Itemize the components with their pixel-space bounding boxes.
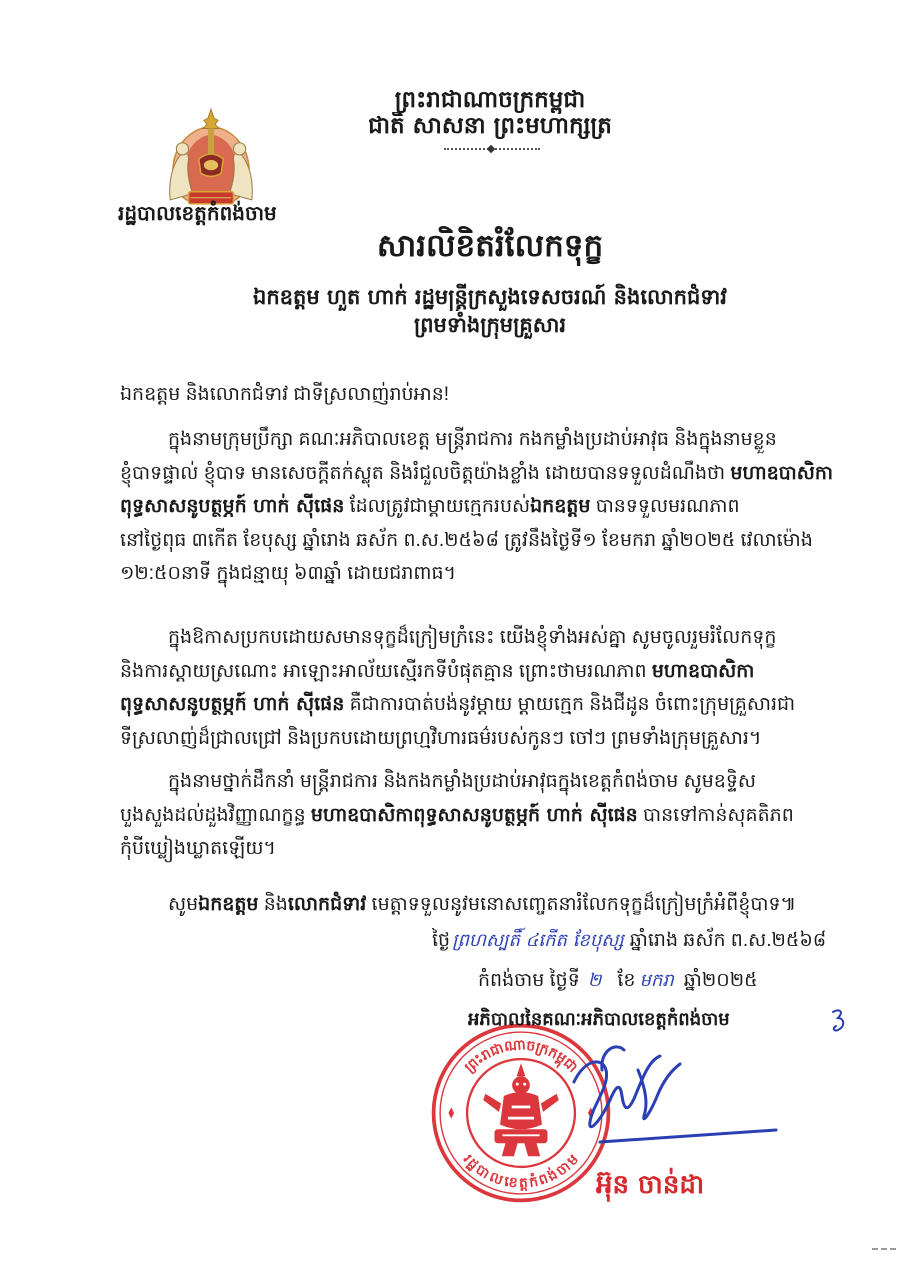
body-text: និងការស្តាយស្រណោះ អាឡោះអាល័យស្មើរកទីបំផុតគ្មាន ព្រោះថាមរណភាព [120, 660, 652, 682]
body-line [120, 832, 840, 866]
body-text: បានទៅកាន់សុគតិភព [637, 804, 794, 826]
emphasized-text: ឯកឧត្តម [530, 495, 591, 518]
body-line [120, 524, 840, 558]
lunar-day-label: ថ្ងៃ [432, 930, 451, 951]
recipient-family-line: ព្រមទាំងក្រុមគ្រួសារ [413, 313, 567, 337]
body-line [120, 655, 840, 689]
kingdom-heading: ព្រះរាជាណាចក្រកម្ពុជា [394, 87, 586, 113]
year: ឆ្នាំ២០២៥ [683, 970, 758, 991]
body-paragraph [120, 621, 840, 755]
letter-title: សារលិខិតរំលែកទុក្ខ [376, 228, 604, 264]
body-text: មេត្តាទទួលនូវមនោសញ្ចេតនារំលែកទុក្ខដ៏ក្រៀមក្រំអំពីខ្ញុំបាទ៕ [366, 894, 797, 915]
body-text: និង [258, 894, 288, 915]
recipient-line: ឯកឧត្តម ហួត ហាក់ រដ្ឋមន្ត្រីក្រសួងទេសចរណ៍ និងលោកជំទាវ [253, 285, 727, 309]
body-line [120, 688, 840, 722]
issuing-authority: រដ្ឋបាលខេត្តកំពង់ចាម [118, 201, 277, 225]
body-text: ១២:៥០នាទី ក្នុងជន្មាយុ ៦៣ឆ្នាំ ដោយជរាពាធ។ [120, 563, 457, 585]
body-text: ដែលត្រូវជាម្តាយក្មេករបស់ [344, 496, 531, 518]
body-line [120, 799, 840, 833]
body-paragraph [120, 888, 840, 922]
body-line [120, 765, 840, 799]
body-text: ទីស្រលាញ់ដ៏ជ្រាលជ្រៅ និងប្រកបដោយព្រហ្មវិហារធម៌របស់កូនៗ ចៅៗ ព្រមទាំងក្រុមគ្រួសារ។ [120, 727, 762, 749]
handwritten-day: ២ [587, 970, 602, 991]
body-text: កុំបីឃ្លៀងឃ្លាតឡើយ។ [120, 838, 276, 860]
body-paragraph [120, 423, 840, 591]
signatory-title: អភិបាលនៃគណៈអភិបាលខេត្តកំពង់ចាម [468, 1009, 730, 1030]
ornamental-divider [444, 146, 540, 152]
body-line [120, 621, 840, 655]
body-text: នៅថ្ងៃពុធ ៣កើត ខែបុស្ស ឆ្នាំរោង ឆស័ក ព.ស.២៥៦៨ ត្រូវនឹងថ្ងៃទី១ ខែមករា ឆ្នាំ២០២៥ វេលាម៉ោង [120, 529, 813, 551]
emphasized-text: លោកជំទាវ [287, 893, 367, 915]
lunar-date-line [432, 926, 842, 956]
body-text: ក្នុងនាមថ្នាក់ដឹកនាំ មន្ត្រីរាជការ និងកងកម្លាំងប្រដាប់អាវុធក្នុងខេត្តកំពង់ចាម សូមឧទ្ទិស [168, 771, 756, 792]
royal-emblem-icon [158, 106, 264, 208]
body-text: ក្នុងឱកាសប្រកបដោយសមានទុក្ខដ៏ក្រៀមក្រំនេះ យើងខ្ញុំទាំងអស់គ្នា សូមចូលរួមរំលែកទុក្ខ [168, 627, 777, 648]
seal-bottom-text: រដ្ឋបាលខេត្តកំពង់ចាម [459, 1151, 582, 1192]
signatory-name: អ៊ុន ចាន់ដា [596, 1170, 705, 1200]
lunar-year: ឆ្នាំរោង ឆស័ក ព.ស.២៥៦៨ [629, 930, 827, 951]
scan-corner-mark [872, 1248, 896, 1254]
body-line [120, 457, 840, 491]
emphasized-text: មហាឧបាសិកា [651, 659, 755, 682]
handwritten-signature-icon [540, 1030, 800, 1180]
body-text: គឺជាការបាត់បង់នូវម្តាយ ម្តាយក្មេក និងជីដូន ចំពោះក្រុមគ្រួសារជា [344, 694, 796, 716]
body-text: ក្នុងនាមក្រុមប្រឹក្សា គណៈអភិបាលខេត្ត មន្ត្រីរាជការ កងកម្លាំងប្រដាប់អាវុធ និងក្នុងនាមខ្លួន [168, 429, 777, 450]
seal-top-text: ព្រះរាជាណាចក្រកម្ពុជា [461, 1037, 581, 1076]
handwritten-month: មករា [639, 970, 674, 991]
national-motto: ជាតិ សាសនា ព្រះមហាក្សត្រ [368, 113, 612, 139]
body-line [120, 557, 840, 591]
initial-scribble-icon [830, 1006, 850, 1034]
body-text: បួងសួងដល់ដួងវិញ្ញាណក្ខន្ធ [120, 804, 311, 826]
body-text: សូម [168, 894, 199, 915]
body-paragraph [120, 765, 840, 866]
body-line [120, 888, 840, 922]
handwritten-lunar-day: ព្រហស្បតិ៍ ៤កើត ខែបុស្ស [452, 930, 624, 951]
solar-date-line [478, 966, 840, 996]
emphasized-text: មហាឧបាសិកាពុទ្ធសាសនូបត្ថម្ភក៍ ហាក់ ស៊ីផេន [310, 803, 638, 826]
emphasized-text: មហាឧបាសិកា [730, 461, 833, 484]
body-line [120, 722, 840, 756]
place-and-day-label: កំពង់ចាម ថ្ងៃទី [478, 970, 580, 991]
salutation: ឯកឧត្តម និងលោកជំទាវ ជាទីស្រលាញ់រាប់អាន! [120, 384, 450, 405]
body-line [120, 423, 840, 457]
body-line [120, 490, 840, 524]
month-label: ខែ [617, 970, 636, 991]
body-text: ខ្ញុំបាទផ្ទាល់ ខ្ញុំបាទ មានសេចក្តីតក់ស្លុត និងរំជួលចិត្តយ៉ាងខ្លាំង ដោយបានទទួលដំណឹងថា [120, 462, 731, 484]
emphasized-text: ពុទ្ធសាសនូបត្ថម្ភក៍ ហាក់ ស៊ីផេន [120, 693, 345, 716]
body-text: បានទទួលមរណភាព [590, 496, 740, 518]
emphasized-text: ពុទ្ធសាសនូបត្ថម្ភក៍ ហាក់ ស៊ីផេន [120, 495, 345, 518]
emphasized-text: ឯកឧត្តម [198, 893, 259, 915]
